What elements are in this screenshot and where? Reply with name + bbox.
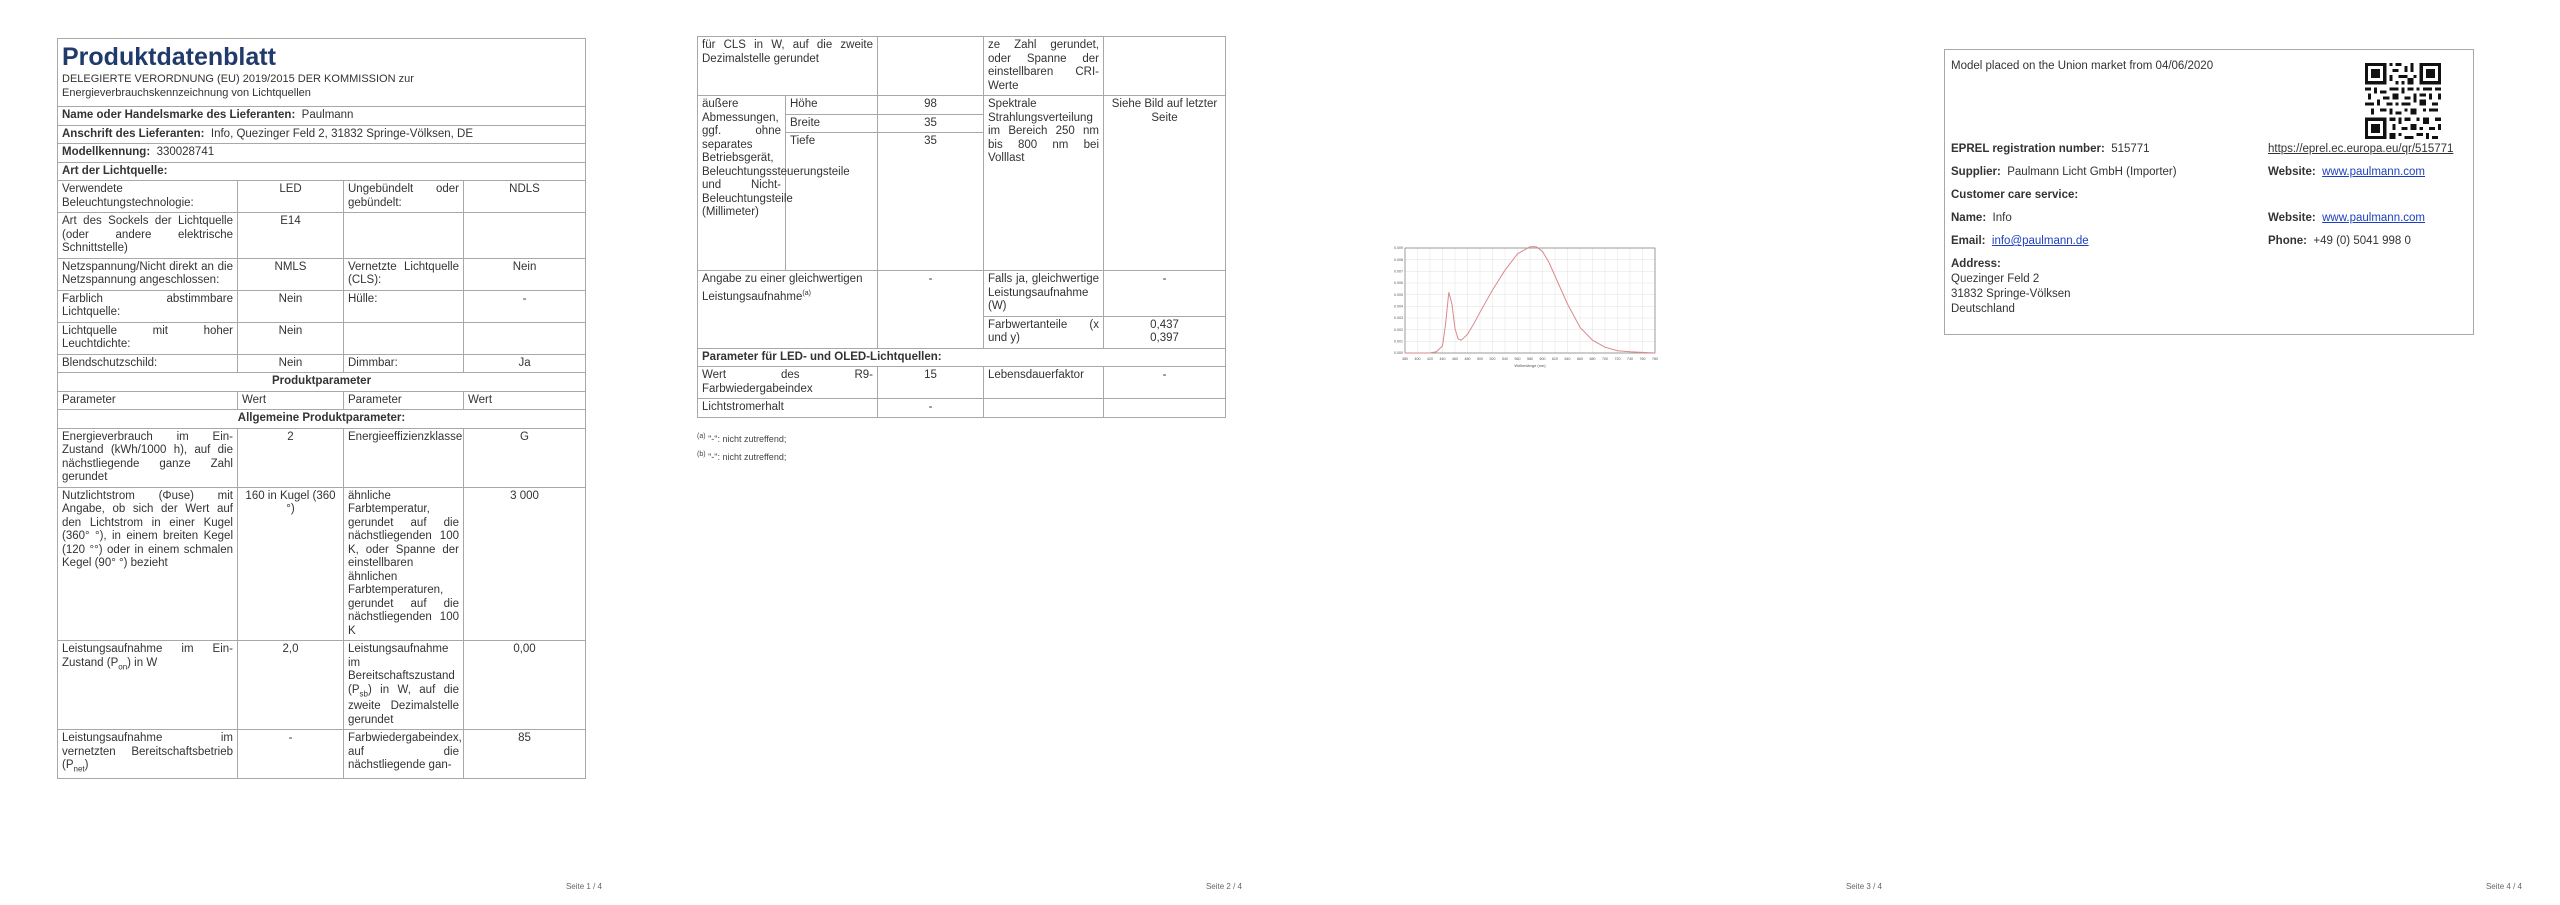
cell-value: - xyxy=(878,399,984,418)
eprel-label: EPREL registration number: xyxy=(1951,143,2105,155)
cell-value: 0,00 xyxy=(464,641,586,730)
page-2 xyxy=(640,0,1280,905)
cell-empty xyxy=(1104,37,1226,96)
y-tick-label: 0.006 xyxy=(1394,281,1403,286)
regulation-text: DELEGIERTE VERORDNUNG (EU) 2019/2015 DER KOMMISSION zur Energieverbrauchskennzeichnung von Lichtquellen xyxy=(62,73,414,99)
x-tick-label: 620 xyxy=(1552,357,1558,361)
footnote-text: "-": nicht zutreffend; xyxy=(705,434,787,444)
footnote-b xyxy=(697,448,786,464)
cell-empty xyxy=(1104,399,1226,418)
page-number: Seite 3 / 4 xyxy=(1845,882,1882,891)
supplier-row xyxy=(1951,166,2177,178)
cell-label xyxy=(344,641,464,730)
section-row xyxy=(58,373,586,392)
spectral-distribution-chart xyxy=(1380,244,1660,369)
supplier-name-value: Paulmann xyxy=(301,109,354,121)
column-header: Wert xyxy=(464,391,586,410)
cell-empty xyxy=(984,399,1104,418)
product-data-table-1 xyxy=(57,38,586,779)
care-email-label: Email: xyxy=(1951,235,1986,247)
table-row xyxy=(58,213,586,259)
cell-label: Farbwiedergabeindex, auf die nächstliegende gan- xyxy=(344,730,464,779)
cell-empty xyxy=(344,213,464,259)
care-name-row xyxy=(1951,212,2012,224)
chromaticity-y: 0,397 xyxy=(1150,332,1179,344)
table-row xyxy=(58,354,586,373)
cell-value: Nein xyxy=(238,290,344,322)
table-row xyxy=(58,290,586,322)
cell-value: NMLS xyxy=(238,258,344,290)
x-tick-label: 420 xyxy=(1427,357,1433,361)
x-tick-label: 400 xyxy=(1414,357,1421,361)
eprel-info-card xyxy=(1944,49,2474,335)
care-name-label: Name: xyxy=(1951,212,1987,224)
eprel-row xyxy=(1951,143,2150,155)
cell-value: Nein xyxy=(238,322,344,354)
cell-value: 85 xyxy=(464,730,586,779)
cell-label: Lebensdauerfaktor xyxy=(984,367,1104,399)
cell-label: Farblich abstimmbare Lichtquelle: xyxy=(58,290,238,322)
cell-value: 3 000 xyxy=(464,487,586,641)
x-tick-label: 520 xyxy=(1489,357,1496,361)
table-row xyxy=(698,37,1226,96)
table-row xyxy=(58,730,586,779)
cell-value: - xyxy=(464,290,586,322)
label-text: Leistungsaufnahme im Ein-Zustand (P xyxy=(62,643,233,669)
footnote-text: "-": nicht zutreffend; xyxy=(705,452,787,462)
address-label: Address: xyxy=(1951,258,2001,270)
cell-value: - xyxy=(1104,271,1226,317)
table-row xyxy=(58,641,586,730)
page-4 xyxy=(1920,0,2560,905)
cell-label: ähnliche Farbtemperatur, gerundet auf die nächstliegenden 100 K, oder Spanne der einstellbaren ähnlichen Farbtemperaturen, gerundet auf die nächstliegenden 100 K xyxy=(344,487,464,641)
x-tick-label: 440 xyxy=(1439,357,1446,361)
supplier-name-row xyxy=(58,107,586,126)
model-value: 330028741 xyxy=(156,146,215,158)
cell-label xyxy=(58,641,238,730)
x-tick-label: 600 xyxy=(1539,357,1546,361)
x-tick-label: 480 xyxy=(1464,357,1471,361)
supplier-address-label: Anschrift des Lieferanten: xyxy=(62,127,205,140)
x-tick-label: 680 xyxy=(1589,357,1596,361)
column-header: Parameter xyxy=(344,391,464,410)
table-row xyxy=(58,487,586,641)
cell-value: G xyxy=(464,428,586,487)
footnote-marker: (b) xyxy=(697,451,706,458)
cell-label: äußere Abmessungen, ggf. ohne separates Betriebsgerät, Beleuchtungssteuerungsteile und Nicht-Beleuchtungsteile (Millimeter) xyxy=(698,96,786,271)
table-row xyxy=(58,428,586,487)
qr-code-icon[interactable] xyxy=(2365,63,2441,139)
y-tick-label: 0.002 xyxy=(1394,327,1403,332)
cell-value: - xyxy=(878,271,984,349)
x-tick-label: 580 xyxy=(1527,357,1533,361)
x-tick-label: 760 xyxy=(1639,357,1646,361)
general-params-header: Allgemeine Produktparameter: xyxy=(58,410,586,429)
table-row xyxy=(698,399,1226,418)
cell-value: E14 xyxy=(238,213,344,259)
y-tick-label: 0.004 xyxy=(1394,304,1403,309)
care-website-row xyxy=(2268,212,2425,224)
table-row xyxy=(58,181,586,213)
website-label: Website: xyxy=(2268,166,2316,178)
website-row xyxy=(2268,166,2425,178)
cell-value: Siehe Bild auf letzter Seite xyxy=(1104,96,1226,271)
care-phone-value: +49 (0) 5041 998 0 xyxy=(2313,235,2411,247)
supplier-name-label: Name oder Handelsmarke des Lieferanten: xyxy=(62,109,296,121)
eprel-value: 515771 xyxy=(2111,143,2150,155)
x-tick-label: 540 xyxy=(1502,357,1508,361)
x-tick-label: 560 xyxy=(1514,357,1521,361)
supplier-label: Supplier: xyxy=(1951,166,2001,178)
cell-value: LED xyxy=(238,181,344,213)
supplier-value: Paulmann Licht GmbH (Importer) xyxy=(2007,166,2177,178)
customer-care-label: Customer care service: xyxy=(1951,189,2079,201)
cell-value: Nein xyxy=(238,354,344,373)
eprel-link[interactable]: https://eprel.ec.europa.eu/qr/515771 xyxy=(2268,143,2454,155)
dim-depth-label: Tiefe xyxy=(786,133,878,271)
model-label: Modellkennung: xyxy=(62,146,151,158)
address-line: Deutschland xyxy=(1951,303,2015,315)
cell-label: Lichtquelle mit hoher Leuchtdichte: xyxy=(58,322,238,354)
x-tick-label: 720 xyxy=(1614,357,1621,361)
product-data-table-2 xyxy=(697,36,1226,418)
care-website-label: Website: xyxy=(2268,212,2316,224)
page-number: Seite 1 / 4 xyxy=(565,882,602,891)
label-text: ) xyxy=(84,759,89,772)
address-line: 31832 Springe-Völksen xyxy=(1951,288,2071,300)
chromaticity-x: 0,437 xyxy=(1150,318,1179,331)
x-tick-label: 780 xyxy=(1652,357,1658,361)
cell-value: 15 xyxy=(878,367,984,399)
cell-label: Verwendete Beleuchtungstechnologie: xyxy=(58,181,238,213)
cell-label: Energieeffizienzklasse xyxy=(344,428,464,487)
label-text: Leistungsaufnahme im Bereitschaftszustand (P xyxy=(348,643,455,696)
x-axis-label: Wellenlänge (nm) xyxy=(1514,363,1546,368)
dim-width-label: Breite xyxy=(786,114,878,133)
type-header: Art der Lichtquelle: xyxy=(58,162,586,181)
label-superscript: (a) xyxy=(802,289,811,297)
label-text: ) in W, auf die zweite Dezimalstelle gerundet xyxy=(348,683,459,726)
cell-label: Wert des R9-Farbwiedergabeindex xyxy=(698,367,878,399)
table-row xyxy=(58,258,586,290)
cell-value: 2,0 xyxy=(238,641,344,730)
y-tick-label: 0.005 xyxy=(1394,292,1403,297)
dim-depth-value: 35 xyxy=(878,133,984,271)
cell-value: Ja xyxy=(464,354,586,373)
table-row xyxy=(58,322,586,354)
cell-value: NDLS xyxy=(464,181,586,213)
website-link[interactable]: www.paulmann.com xyxy=(2322,166,2426,178)
x-tick-label: 380 xyxy=(1402,357,1408,361)
page-3 xyxy=(1280,0,1920,905)
care-website-link[interactable]: www.paulmann.com xyxy=(2322,212,2426,224)
cell-value: Nein xyxy=(464,258,586,290)
model-row xyxy=(58,144,586,163)
cell-label xyxy=(58,730,238,779)
label-text: Angabe zu einer gleichwertigen Leistungsaufnahme xyxy=(702,273,863,303)
cell-empty xyxy=(464,322,586,354)
address-line: Quezinger Feld 2 xyxy=(1951,273,2040,285)
cell-value: 160 in Kugel (360 °) xyxy=(238,487,344,641)
market-text: Model placed on the Union market from 04/06/2020 xyxy=(1951,60,2214,72)
column-header: Wert xyxy=(238,391,344,410)
cell-value: - xyxy=(238,730,344,779)
cell-value: - xyxy=(1104,367,1226,399)
page-number: Seite 2 / 4 xyxy=(1205,882,1242,891)
cell-label: Hülle: xyxy=(344,290,464,322)
cell-label: Energieverbrauch im Ein-Zustand (kWh/1000 h), auf die nächstliegende ganze Zahl gerundet xyxy=(58,428,238,487)
cell-label: Blendschutzschild: xyxy=(58,354,238,373)
x-tick-label: 500 xyxy=(1477,357,1483,361)
led-params-header: Parameter für LED- und OLED-Lichtquellen: xyxy=(698,348,1226,367)
y-tick-label: 0.008 xyxy=(1394,257,1403,262)
care-name-value: Info xyxy=(1992,212,2012,224)
care-phone-row xyxy=(2268,235,2411,247)
cell-value xyxy=(1104,316,1226,348)
care-phone-label: Phone: xyxy=(2268,235,2307,247)
cell-label xyxy=(698,271,878,349)
cell-label: Art des Sockels der Lichtquelle (oder andere elektrische Schnittstelle) xyxy=(58,213,238,259)
cell-value: 2 xyxy=(238,428,344,487)
page-title: Produktdatenblatt xyxy=(62,43,276,71)
cell-label: Lichtstromerhalt xyxy=(698,399,878,418)
cell-empty xyxy=(344,322,464,354)
header-row xyxy=(58,39,586,107)
table-row xyxy=(698,367,1226,399)
page-1 xyxy=(0,0,640,905)
footnote-a xyxy=(697,430,786,446)
x-tick-label: 640 xyxy=(1564,357,1571,361)
cell-label: Spektrale Strahlungsverteilung im Bereich 250 nm bis 800 nm bei Volllast xyxy=(984,96,1104,271)
product-params-header: Produktparameter xyxy=(58,373,586,392)
label-text: ) in W xyxy=(127,656,158,669)
y-tick-label: 0.001 xyxy=(1394,339,1403,344)
supplier-address-row xyxy=(58,125,586,144)
label-subscript: sb xyxy=(359,688,368,698)
cell-label: Netzspannung/Nicht direkt an die Netzspannung angeschlossen: xyxy=(58,258,238,290)
cell-label: Nutzlichtstrom (Φuse) mit Angabe, ob sich der Wert auf den Lichtstrom in einer Kugel (360° °), in einem breiten Kegel (120 °°) oder in einem schmalen Kegel (90° °) bezieht xyxy=(58,487,238,641)
cell-label: Farbwertanteile (x und y) xyxy=(984,316,1104,348)
cell-label: für CLS in W, auf die zweite Dezimalstelle gerundet xyxy=(698,37,878,96)
cell-label: Ungebündelt oder gebündelt: xyxy=(344,181,464,213)
dimension-row xyxy=(698,96,1226,115)
x-tick-label: 700 xyxy=(1602,357,1608,361)
column-header: Parameter xyxy=(58,391,238,410)
cell-label: Vernetzte Lichtquelle (CLS): xyxy=(344,258,464,290)
column-header-row xyxy=(58,391,586,410)
y-tick-label: 0.003 xyxy=(1394,316,1403,321)
type-header-row xyxy=(58,162,586,181)
care-email-row xyxy=(1951,235,2089,247)
cell-label: ze Zahl gerundet, oder Spanne der einstellbaren CRI-Werte xyxy=(984,37,1104,96)
dim-height-label: Höhe xyxy=(786,96,878,115)
cell-empty xyxy=(878,37,984,96)
y-tick-label: 0.009 xyxy=(1394,246,1403,251)
cell-label: Dimmbar: xyxy=(344,354,464,373)
label-subscript: on xyxy=(118,661,128,671)
page-number: Seite 4 / 4 xyxy=(2485,882,2522,891)
x-tick-label: 460 xyxy=(1452,357,1458,361)
y-tick-label: 0.007 xyxy=(1394,269,1403,274)
supplier-address-value: Info, Quezinger Feld 2, 31832 Springe-Völksen, DE xyxy=(210,127,473,140)
dim-width-value: 35 xyxy=(878,114,984,133)
cell-empty xyxy=(464,213,586,259)
y-tick-label: 0.000 xyxy=(1394,351,1403,356)
footnote-marker: (a) xyxy=(697,433,706,440)
section-row xyxy=(698,348,1226,367)
care-email-link[interactable]: info@paulmann.de xyxy=(1991,235,2089,247)
table-row xyxy=(698,271,1226,317)
section-row xyxy=(58,410,586,429)
x-tick-label: 660 xyxy=(1577,357,1583,361)
cell-label: Falls ja, gleichwertige Leistungsaufnahme (W) xyxy=(984,271,1104,317)
dim-height-value: 98 xyxy=(878,96,984,115)
label-subscript: net xyxy=(73,764,85,774)
label-text: Leistungsaufnahme im vernetzten Bereitschaftsbetrieb (P xyxy=(62,732,233,772)
x-tick-label: 740 xyxy=(1627,357,1633,361)
